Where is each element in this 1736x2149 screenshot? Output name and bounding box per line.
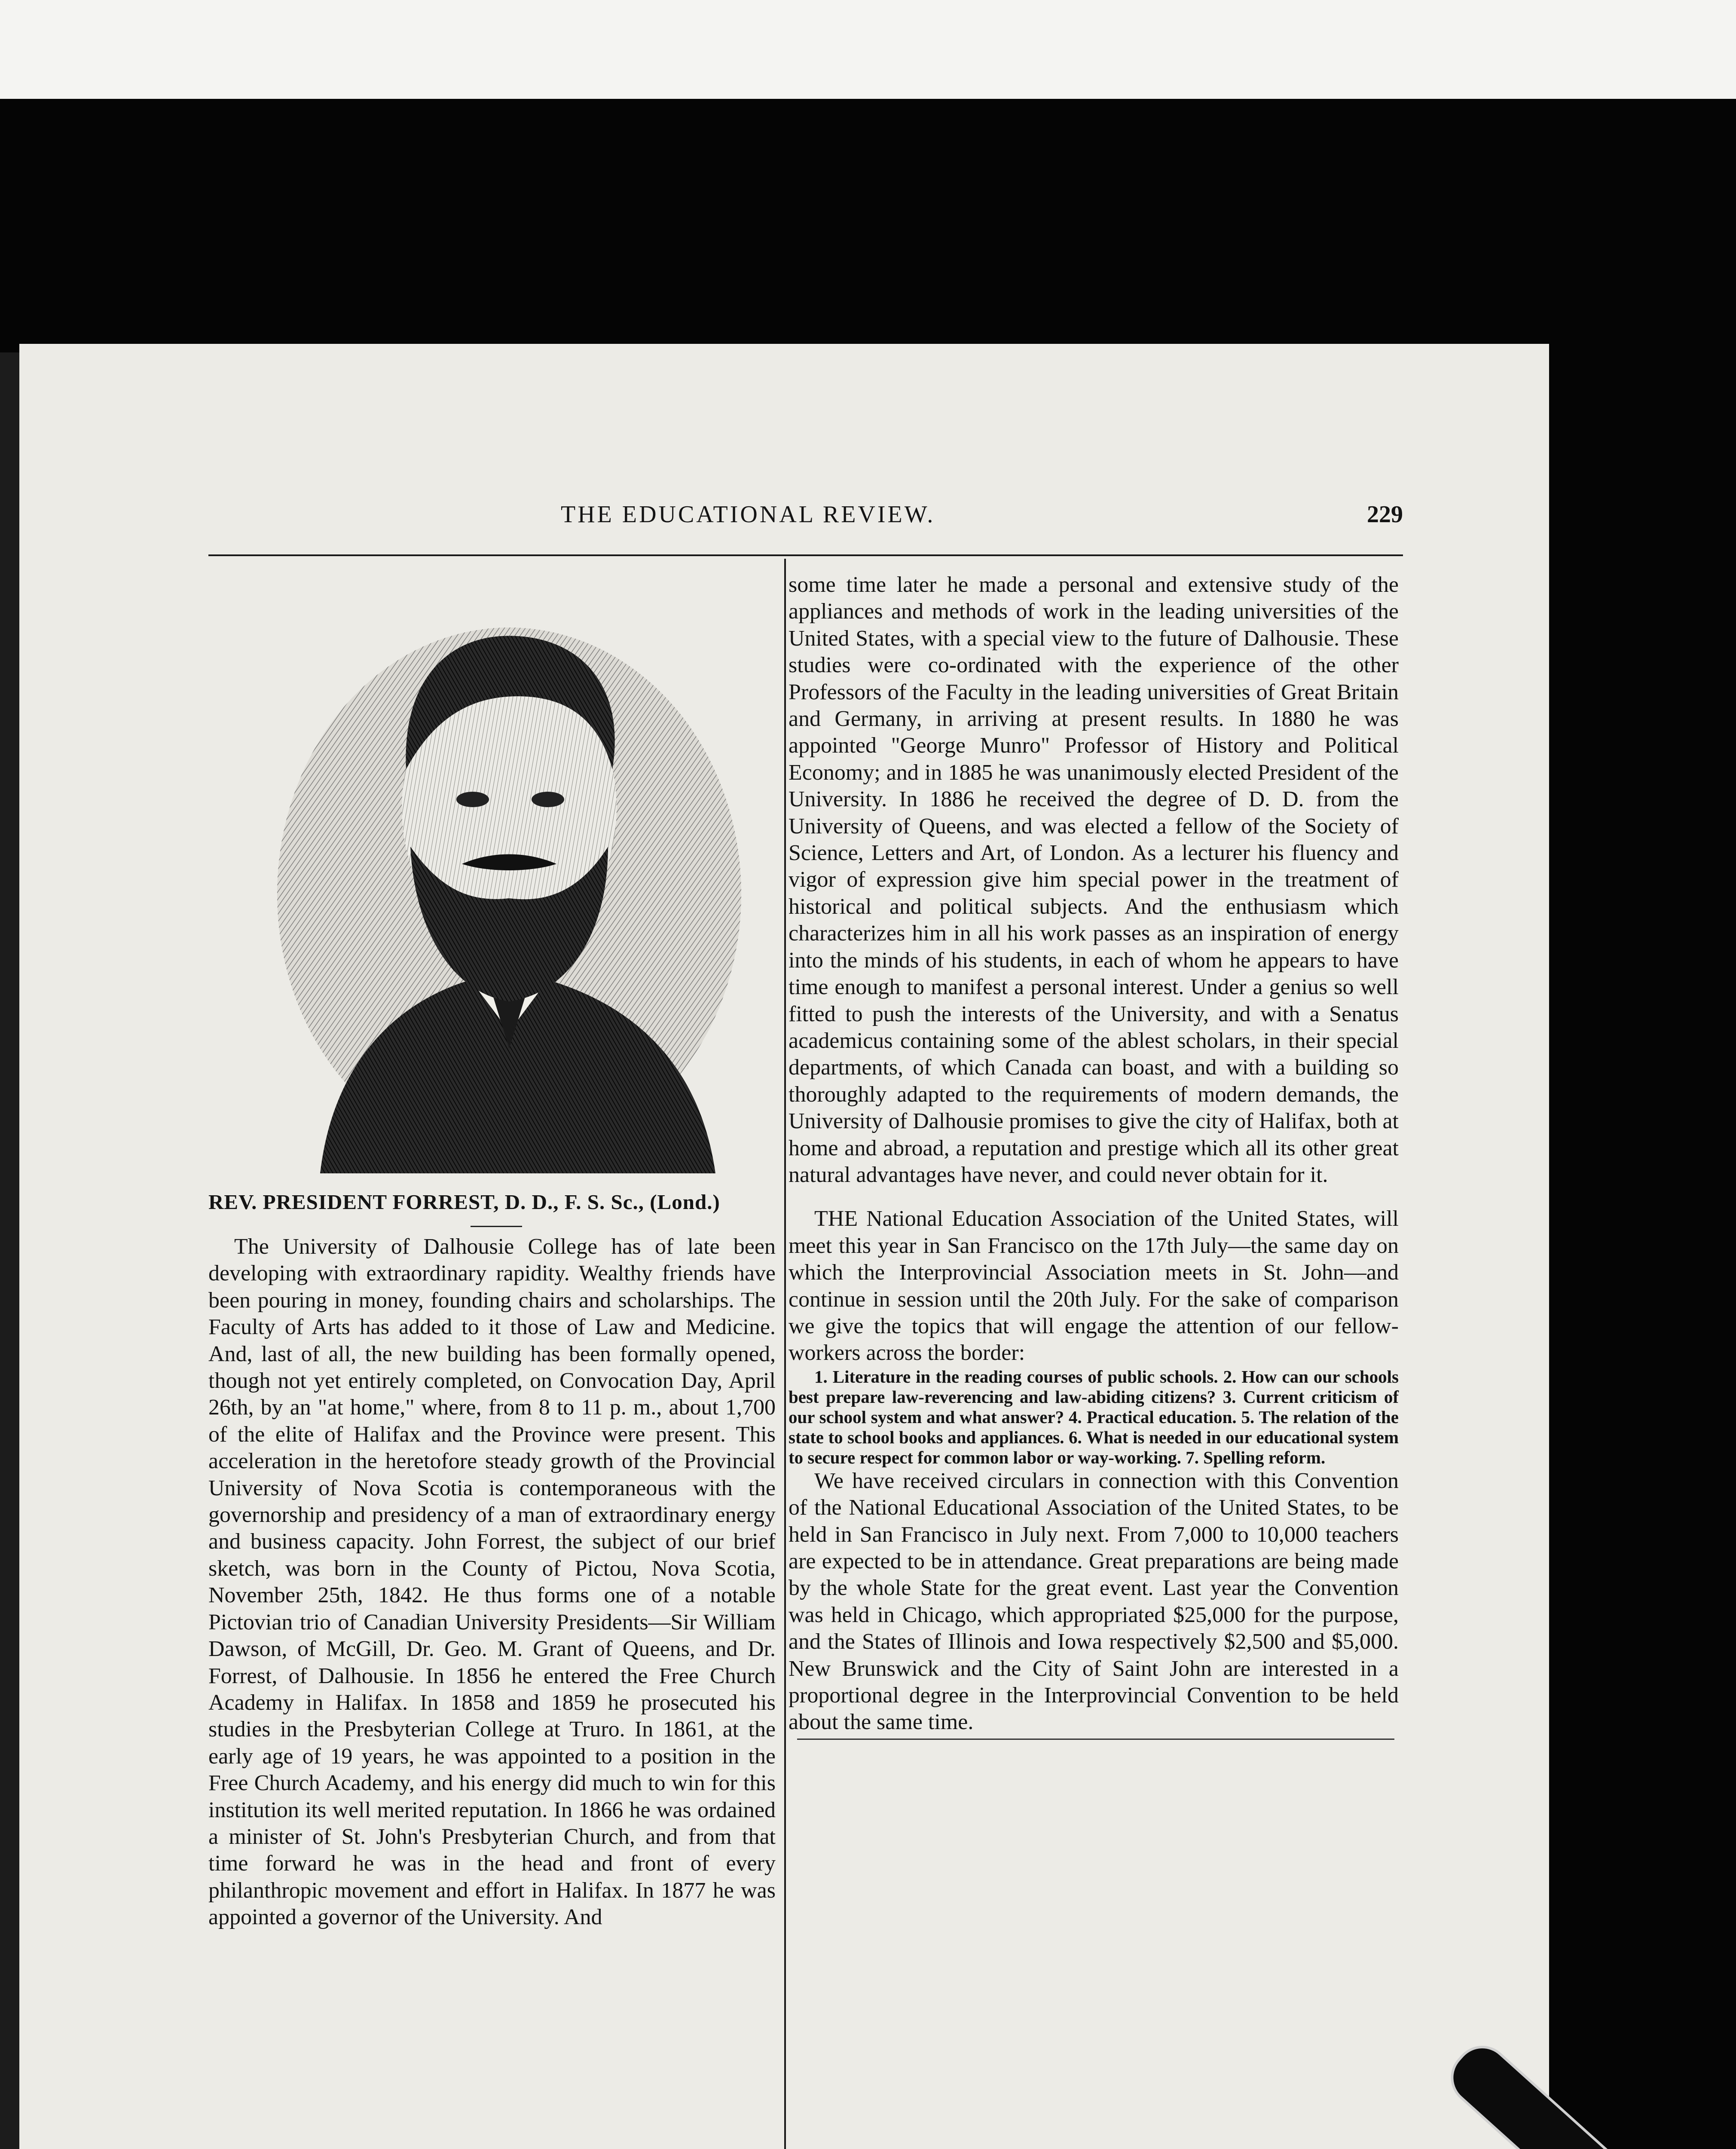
right-column	[789, 572, 1399, 1736]
portrait-engraving	[269, 567, 750, 1173]
convention-paragraph: We have received circulars in connection with this Convention of the National Educational Association of the United States, to be held in San Francisco in July next. From 7,000 to 10,000 teachers are expected to be in attendance. Great preparations are being made by the whole State for the great event. Last year the Convention was held in Chicago, which appropriated $25,000 for the purpose, and the States of Illinois and Iowa respectively $2,500 and $5,000. New Brunswick and the City of Saint John are interested in a proportional degree in the Interprovincial Convention to be held about the same time.	[789, 1468, 1399, 1735]
column-divider	[784, 559, 786, 2149]
portrait-caption: REV. PRESIDENT FORREST, D. D., F. S. Sc., (Lond.)	[208, 1190, 720, 1214]
running-title: THE EDUCATIONAL REVIEW.	[561, 501, 935, 528]
header-rule	[208, 554, 1403, 556]
left-column	[208, 1234, 776, 1931]
document-page	[19, 344, 1549, 2149]
biography-paragraph: The University of Dalhousie College has of late been developing with extraordinary rapidity. Wealthy friends have been pouring in money, founding chairs and scholarships. The Faculty of Arts has added to it those of Law and Medicine. And, last of all, the new building has been formally opened, though not yet entirely completed, on Convocation Day, April 26th, by an "at home," where, from 8 to 11 p. m., about 1,700 of the elite of Halifax and the Province were present. This acceleration in the heretofore steady growth of the Provincial University of Nova Scotia is contemporaneous with the governorship and presidency of a man of extraordinary energy and business capacity. John Forrest, the subject of our brief sketch, was born in the County of Pictou, Nova Scotia, November 25th, 1842. He thus forms one of a notable Pictovian trio of Canadian University Presidents—Sir William Dawson, of McGill, Dr. Geo. M. Grant of Queens, and Dr. Forrest, of Dalhousie. In 1856 he entered the Free Church Academy in Halifax. In 1858 and 1859 he prosecuted his studies in the Presbyterian College at Truro. In 1861, at the early age of 19 years, he was appointed to a position in the Free Church Academy, and his energy did much to win for this institution its well merited reputation. In 1866 he was ordained a minister of St. John's Presbyterian Church, and from that time forward he was in the head and front of every philanthropic movement and effort in Halifax. In 1877 he was appointed a governor of the University. And	[208, 1234, 776, 1930]
caption-rule	[471, 1226, 522, 1227]
page-header	[561, 501, 1403, 528]
page-number: 229	[1367, 501, 1403, 528]
topics-list: 1. Literature in the reading courses of public schools. 2. How can our schools best prepare law-reverencing and law-abiding citizens? 3. Current criticism of our school system and what answer? 4. Practical education. 5. The relation of the state to school books and appliances. 6. What is needed in our educational system to secure respect for common labor or way-working. 7. Spelling reform.	[789, 1366, 1399, 1467]
section-rule	[797, 1739, 1394, 1740]
biography-continuation: some time later he made a personal and extensive study of the appliances and methods of work in the leading universities of the United States, with a special view to the future of Dalhousie. These studies were co-ordinated with the experience of the other Professors of the Faculty in the leading universities of Great Britain and Germany, in arriving at present results. In 1880 he was appointed "George Munro" Professor of History and Political Economy; and in 1885 he was unanimously elected President of the University. In 1886 he received the degree of D. D. from the University of Queens, and was elected a fellow of the Society of Science, Letters and Art, of London. As a lecturer his fluency and vigor of expression give him special power in the treatment of historical and political subjects. And the enthusiasm which characterizes him in all his work passes as an inspiration of energy into the minds of his students, in each of whom he appears to have time enough to manifest a personal interest. Under a genius so well fitted to push the interests of the University, and with a Senatus academicus containing some of the ablest scholars, in their special departments, of which Canada can boast, and with a building so thoroughly adapted to the requirements of modern demands, the University of Dalhousie promises to give the city of Halifax, both at home and abroad, a reputation and prestige which all its other great natural advantages have never, and could never obtain for it.	[789, 572, 1399, 1187]
nea-paragraph: THE National Education Association of the United States, will meet this year in San Francisco on the 17th July—the same day on which the Interprovincial Association meets in St. John—and continue in session until the 20th July. For the sake of comparison we give the topics that will engage the attention of our fellow-workers across the border:	[789, 1206, 1399, 1365]
